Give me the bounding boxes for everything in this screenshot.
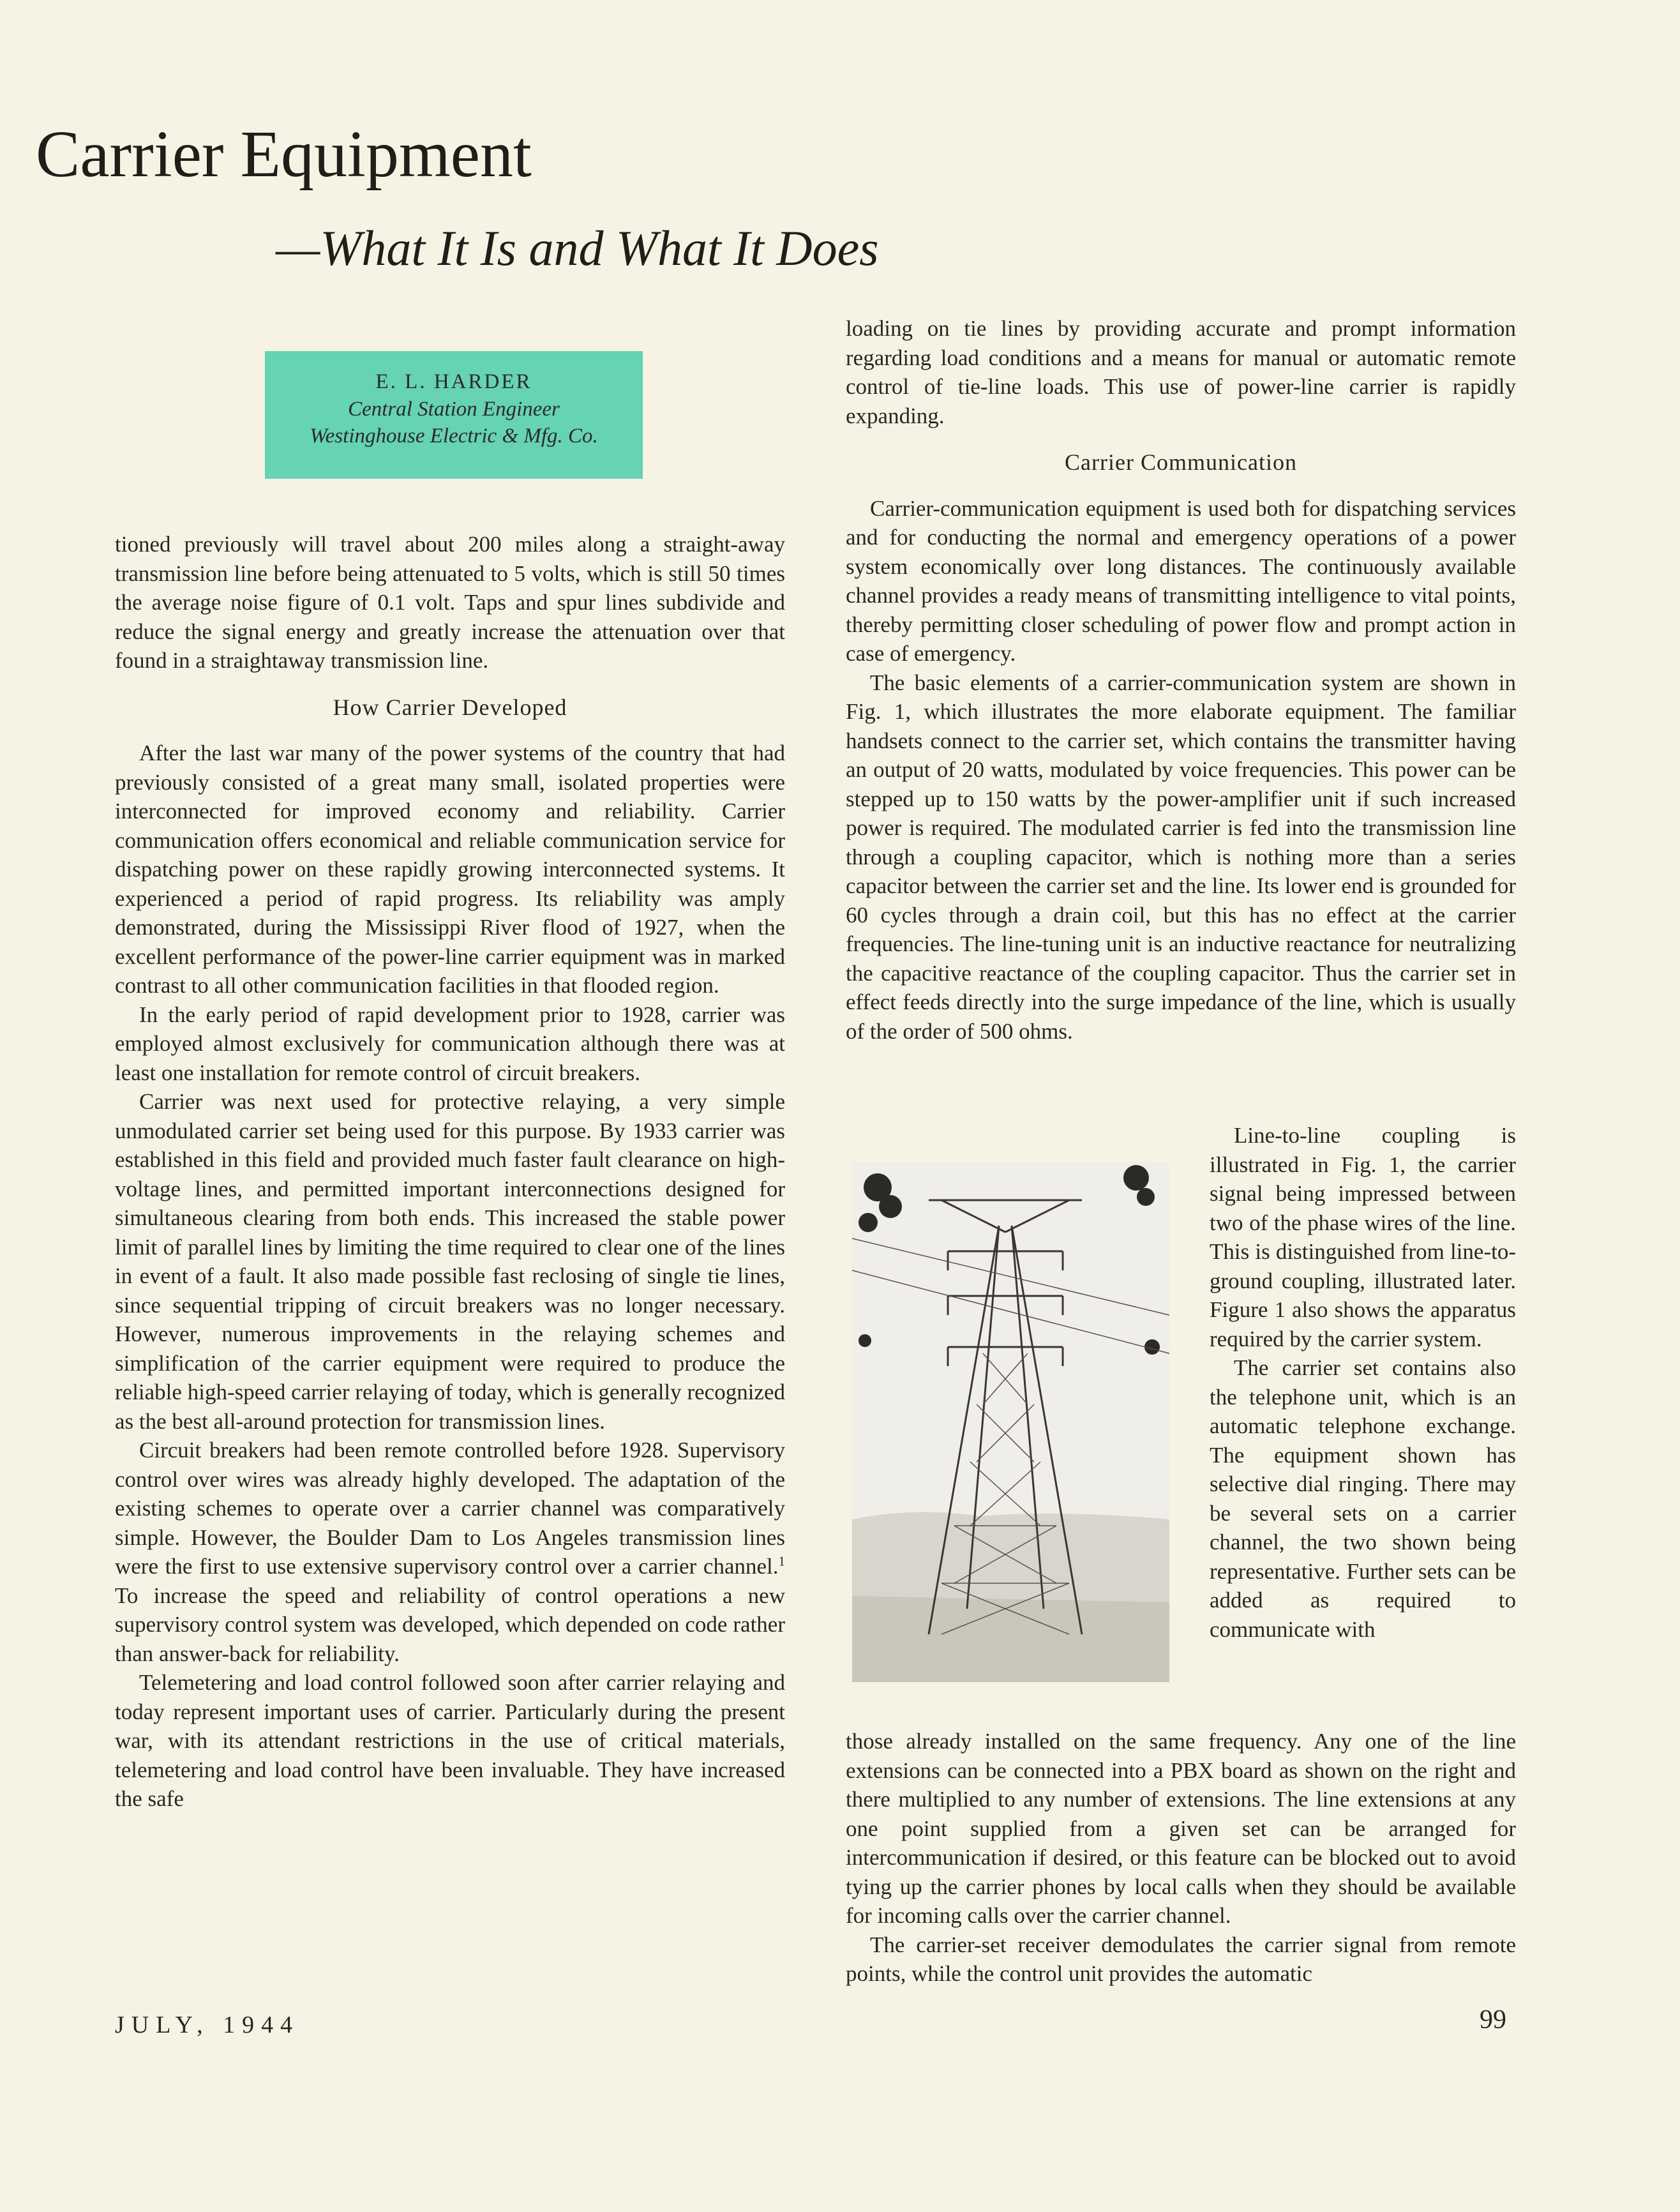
- left-intro-paragraph: tioned previously will travel about 200 miles along a straight-away transmission line before being attenuated to 5 volts, which is still 50 times the average noise figure of 0.1 volt. Taps and spur lines subdivide and reduce the signal energy and greatly increase the attenuation over that found in a straightaway transmission line.: [115, 532, 785, 673]
- left-column: [115, 530, 785, 1814]
- section-heading-how-carrier-developed: How Carrier Developed: [333, 694, 567, 720]
- right-paragraph-4-continued: those already installed on the same frequency. Any one of the line extensions can be connected into a PBX board as shown on the right and there multiplied to any number of extensions. The line extensions at any one point supplied from a given set can be arranged for intercommunication if desired, or this feature can be blocked out to avoid tying up the carrier phones by local calls when they should be available for incoming calls over the carrier channel.: [846, 1729, 1516, 1928]
- right-paragraph-1: Carrier-communication equipment is used both for dispatching services and for conducting the normal and emergency operations of a power system economically over long distances. The continuously available channel provides a ready means of transmitting intelligence to vital points, thereby permitting closer scheduling of power flow and prompt action in case of emergency.: [846, 495, 1516, 666]
- author-byline-box: [265, 351, 643, 479]
- author-company: Westinghouse Electric & Mfg. Co.: [310, 425, 598, 448]
- footnote-ref-1[interactable]: 1: [778, 1553, 785, 1569]
- right-paragraph-3: Line-to-line coupling is illustrated in Fig. 1, the carrier signal being impressed between two of the phase wires of the line. This is distinguished from line-to-ground coupling, illustrated later. Figure 1 also shows the apparatus required by the carrier system.: [1210, 1123, 1516, 1351]
- article-subtitle: —What It Is and What It Does: [276, 220, 879, 276]
- right-intro-paragraph: loading on tie lines by providing accurate and prompt information regarding load conditions and a means for manual or automatic remote control of tie-line loads. This use of power-line carrier is rapidly expanding.: [846, 316, 1516, 428]
- left-paragraph-5: Telemetering and load control followed soon after carrier relaying and today represent important uses of carrier. Particularly during the present war, with its attendant restrictions in the use of critical materials, telemetering and load control have been invaluable. They have increased the safe: [115, 1670, 785, 1811]
- issue-date: JULY, 1944: [115, 2012, 300, 2038]
- right-column-top: [846, 314, 1516, 1046]
- left-paragraph-4: [115, 1436, 785, 1668]
- author-name: E. L. HARDER: [375, 370, 532, 393]
- section-heading-carrier-communication: Carrier Communication: [1065, 449, 1297, 475]
- right-column-bottom: [846, 1727, 1516, 1989]
- left-paragraph-1: After the last war many of the power systems of the country that had previously consisted of a great many small, isolated properties were interconnected for improved economy and reliability. Carrier communication offers economical and reliable communication service for dispatching power on these rapidly growing interconnected systems. It experienced a period of rapid progress. Its reliability was amply demonstrated, during the Mississippi River flood of 1927, when the excellent performance of the power-line carrier equipment was in marked contrast to all other communication facilities in that flooded region.: [115, 741, 785, 998]
- page-number: 99: [1480, 2005, 1506, 2035]
- left-paragraph-4-text-a: Circuit breakers had been remote controlled before 1928. Supervisory control over wires was already highly developed. The adaptation of the existing schemes to operate over a carrier channel was comparatively simple. However, the Boulder Dam to Los Angeles transmission lines were the first to use extensive supervisory control over a carrier channel.: [115, 1438, 785, 1579]
- author-title: Central Station Engineer: [348, 398, 560, 421]
- left-paragraph-2: In the early period of rapid development prior to 1928, carrier was employed almost exclusively for communication although there was at least one installation for remote control of circuit breakers.: [115, 1002, 785, 1085]
- left-paragraph-4-text-b: To increase the speed and reliability of control operations a new supervisory control system was developed, which depended on code rather than answer-back for reliability.: [115, 1583, 785, 1666]
- right-paragraph-5: The carrier-set receiver demodulates the carrier signal from remote points, while the control unit provides the automatic: [846, 1932, 1516, 1986]
- right-paragraph-2: The basic elements of a carrier-communication system are shown in Fig. 1, which illustrates the more elaborate equipment. The familiar handsets connect to the carrier set, which contains the transmitter having an output of 20 watts, modulated by voice frequencies. This power can be stepped up to 150 watts by the power-amplifier unit if such increased power is required. The modulated carrier is fed into the transmission line through a coupling capacitor, which is nothing more than a series capacitor between the carrier set and the line. Its lower end is grounded for 60 cycles through a drain coil, but this has no effect at the carrier frequencies. The line-tuning unit is an inductive reactance for neutralizing the capacitive reactance of the coupling capacitor. Thus the carrier set in effect feeds directly into the surge impedance of the line, which is usually of the order of 500 ohms.: [846, 670, 1516, 1044]
- left-paragraph-3: Carrier was next used for protective relaying, a very simple unmodulated carrier set being used for this purpose. By 1933 carrier was established in this field and provided much faster fault clearance on high-voltage lines, and permitted important interconnections designed for simultaneous clearing from both ends. This increased the stable power limit of parallel lines by limiting the time required to clear one of the lines in event of a fault. It also made possible fast reclosing of single tie lines, since sequential tripping of circuit breakers was no longer necessary. However, numerous improvements in the relaying schemes and simplification of the carrier equipment were required to produce the reliable high-speed carrier relaying of today, which is generally recognized as the best all-around protection for transmission lines.: [115, 1089, 785, 1434]
- transmission-tower-photo: [852, 1162, 1169, 1682]
- article-title: Carrier Equipment: [36, 117, 532, 191]
- right-paragraph-4: The carrier set contains also the telephone unit, which is an automatic telephone exchange. The equipment shown has selective dial ringing. There may be several sets on a carrier channel, the two shown being representative. Further sets can be added as required to communicate with: [1210, 1355, 1516, 1642]
- tower-illustration: [852, 1162, 1169, 1682]
- right-column-wrap-text: [1210, 1121, 1516, 1644]
